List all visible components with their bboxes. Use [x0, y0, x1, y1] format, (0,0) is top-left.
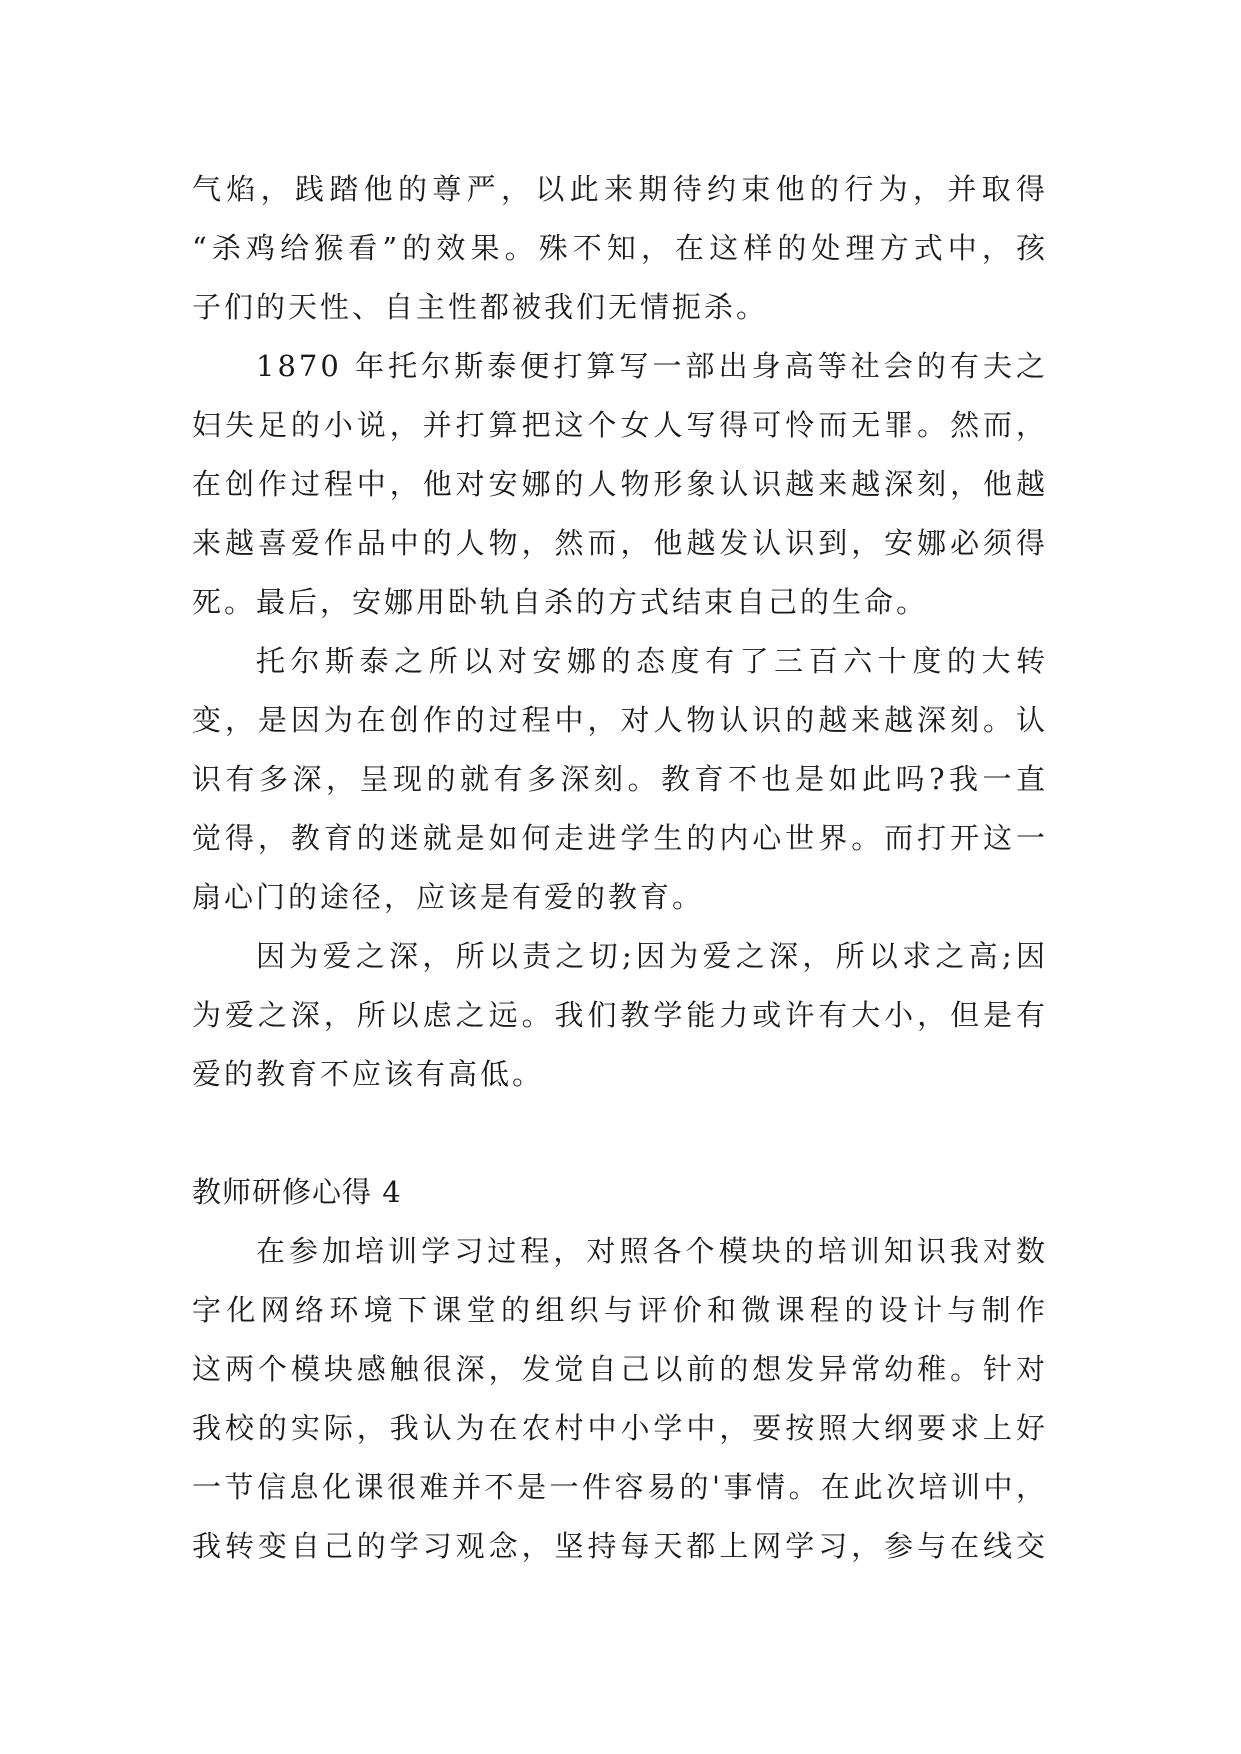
text-line: 爱的教育不应该有高低。: [192, 1057, 545, 1091]
text-line: 托尔斯泰之所以对安娜的态度有了三百六十度的大转: [256, 644, 1048, 678]
text-line: 一节信息化课很难并不是一件容易的'事情。在此次培训中，: [192, 1470, 1048, 1504]
text-line: 为爱之深，所以虑之远。我们教学能力或许有大小，但是有: [192, 998, 1048, 1032]
text-line: 子们的天性、自主性都被我们无情扼杀。: [192, 290, 769, 324]
text-line: 死。最后，安娜用卧轨自杀的方式结束自己的生命。: [192, 585, 929, 619]
paragraph: [192, 632, 1048, 927]
text-line: 这两个模块感触很深，发觉自己以前的想发异常幼稚。针对: [192, 1352, 1048, 1386]
text-line: 我转变自己的学习观念，坚持每天都上网学习，参与在线交: [192, 1529, 1048, 1563]
section-heading: 教师研修心得 4: [192, 1175, 402, 1209]
document-body: [192, 160, 1048, 1576]
paragraph: [192, 337, 1048, 632]
paragraph: [192, 160, 1048, 337]
text-line: 觉得，教育的迷就是如何走进学生的内心世界。而打开这一: [192, 821, 1048, 855]
text-line: 来越喜爱作品中的人物，然而，他越发认识到，安娜必须得: [192, 526, 1048, 560]
text-line: 扇心门的途径，应该是有爱的教育。: [192, 880, 705, 914]
text-line: 字化网络环境下课堂的组织与评价和微课程的设计与制作: [192, 1293, 1048, 1327]
text-line: 妇失足的小说，并打算把这个女人写得可怜而无罪。然而，: [192, 408, 1048, 442]
text-line: “杀鸡给猴看”的效果。殊不知，在这样的处理方式中，孩: [192, 231, 1048, 265]
paragraph: [192, 1222, 1048, 1576]
paragraph: [192, 927, 1048, 1104]
text-line: 气焰，践踏他的尊严，以此来期待约束他的行为，并取得: [192, 172, 1048, 206]
text-line: 识有多深，呈现的就有多深刻。教育不也是如此吗?我一直: [192, 762, 1048, 796]
text-line: 在创作过程中，他对安娜的人物形象认识越来越深刻，他越: [192, 467, 1048, 501]
text-line: 在参加培训学习过程，对照各个模块的培训知识我对数: [256, 1234, 1048, 1268]
text-line: 变，是因为在创作的过程中，对人物认识的越来越深刻。认: [192, 703, 1048, 737]
text-line: 我校的实际，我认为在农村中小学中，要按照大纲要求上好: [192, 1411, 1048, 1445]
text-line: 因为爱之深，所以责之切;因为爱之深，所以求之高;因: [256, 939, 1048, 973]
text-line: 1870 年托尔斯泰便打算写一部出身高等社会的有夫之: [256, 349, 1048, 383]
